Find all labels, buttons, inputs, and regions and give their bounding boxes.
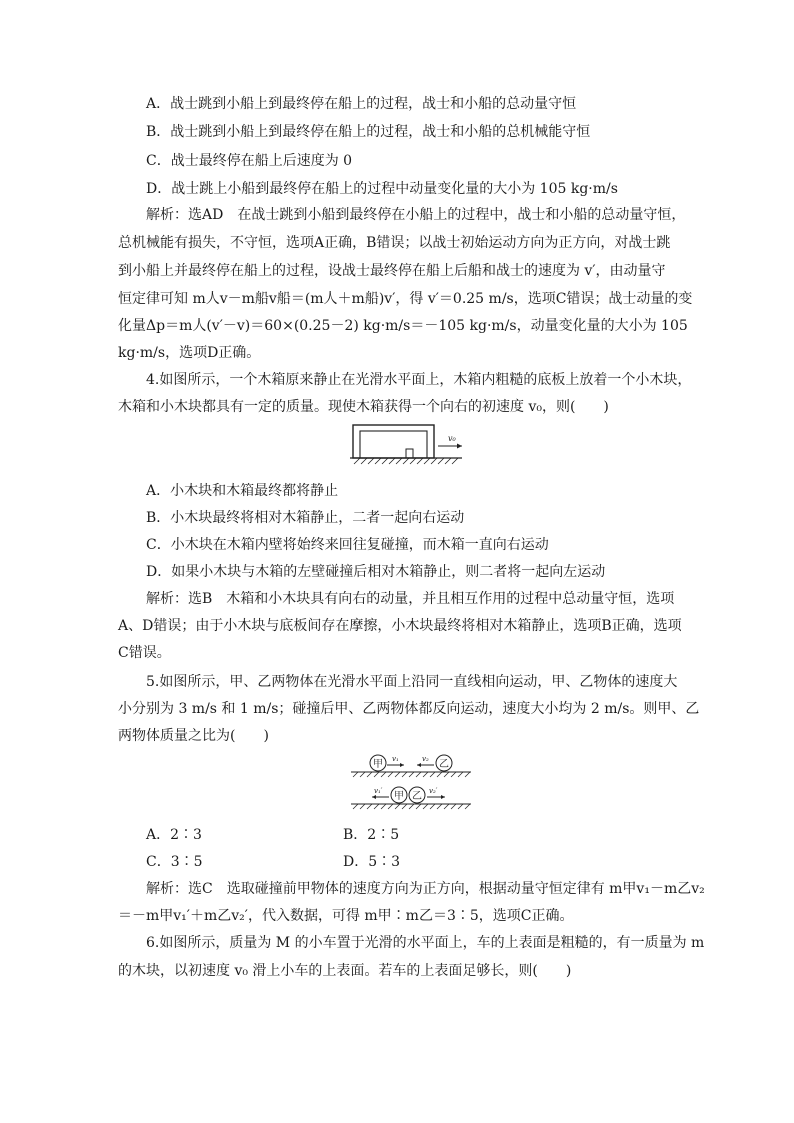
q4-option-b: B．小木块最终将相对木箱静止，二者一起向右运动 — [146, 510, 465, 526]
q5-stem-line: 两物体质量之比为( ) — [118, 728, 269, 744]
q5-option-b: B．2∶5 — [343, 827, 400, 843]
q5-option-c: C．3∶5 — [146, 854, 203, 870]
q4-analysis-line: C错误。 — [118, 645, 171, 661]
q3-option-a: A．战士跳到小船上到最终停在船上的过程，战士和小船的总动量守恒 — [146, 96, 577, 112]
yi-label-before: 乙 — [439, 759, 449, 770]
q5-analysis-line: 解析：选C 选取碰撞前甲物体的速度方向为正方向，根据动量守恒定律有 m甲v₁－m乙v₂ — [146, 881, 705, 897]
q3-analysis-line: kg·m/s，选项D正确。 — [118, 345, 261, 361]
v2-label: v₂ — [422, 755, 429, 763]
q4-option-c: C．小木块在木箱内壁将始终来回往复碰撞，而木箱一直向右运动 — [146, 537, 549, 553]
q3-option-c: C．战士最终停在船上后速度为 0 — [146, 153, 353, 169]
q4-stem-line: 4.如图所示，一个木箱原来静止在光滑水平面上，木箱内粗糙的底板上放着一个小木块， — [146, 372, 692, 388]
q3-analysis-line: 恒定律可知 m人v－m船v船＝(m人＋m船)v′，得 v′＝0.25 m/s，选项C错误；战士动量的变 — [118, 291, 693, 307]
q3-option-d: D．战士跳上小船到最终停在船上的过程中动量变化量的大小为 105 kg·m/s — [146, 181, 618, 197]
q5-stem-line: 5.如图所示，甲、乙两物体在光滑水平面上沿同一直线相向运动，甲、乙物体的速度大 — [146, 674, 678, 690]
q4-option-a: A．小木块和木箱最终都将静止 — [146, 483, 339, 499]
v1-prime-label: v₁′ — [374, 787, 383, 795]
q6-stem-line: 的木块，以初速度 v₀ 滑上小车的上表面。若车的上表面足够长，则( ) — [118, 963, 572, 979]
jia-label-before: 甲 — [373, 759, 383, 770]
collision-figure — [349, 752, 473, 812]
q3-analysis-line: 总机械能有损失，不守恒，选项A正确，B错误；以战士初始运动方向为正方向，对战士跳 — [118, 235, 671, 251]
q6-stem-line: 6.如图所示，质量为 M 的小车置于光滑的水平面上，车的上表面是粗糙的，有一质量为 m — [146, 935, 705, 951]
v2-prime-label: v₂′ — [429, 787, 438, 795]
q5-analysis-line: ＝－m甲v₁′＋m乙v₂′，代入数据，可得 m甲∶m乙＝3∶5，选项C正确。 — [118, 908, 574, 924]
q4-analysis-line: A、D错误；由于小木块与底板间存在摩擦，小木块最终将相对木箱静止，选项B正确，选项 — [118, 618, 682, 634]
yi-label-after: 乙 — [412, 791, 422, 802]
q5-stem-line: 小分别为 3 m/s 和 1 m/s；碰撞后甲、乙两物体都反向运动，速度大小均为 2 m/s。则甲、乙 — [118, 701, 700, 717]
q4-analysis-line: 解析：选B 木箱和小木块具有向右的动量，并且相互作用的过程中总动量守恒，选项 — [146, 591, 675, 607]
q3-analysis-line: 解析：选AD 在战士跳到小船到最终停在小船上的过程中，战士和小船的总动量守恒， — [146, 207, 686, 223]
q4-option-d: D．如果小木块与木箱的左壁碰撞后相对木箱静止，则二者将一起向左运动 — [146, 564, 606, 580]
box-on-floor-figure — [350, 424, 470, 470]
q3-option-b: B．战士跳到小船上到最终停在船上的过程，战士和小船的总机械能守恒 — [146, 124, 591, 140]
q4-stem-line: 木箱和小木块都具有一定的质量。现使木箱获得一个向右的初速度 v₀，则( ) — [118, 399, 609, 415]
v0-label: v₀ — [448, 434, 456, 443]
q5-option-a: A．2∶3 — [146, 827, 202, 843]
v1-label: v₁ — [392, 755, 399, 763]
jia-label-after: 甲 — [394, 791, 404, 802]
q3-analysis-line: 化量Δp＝m人(v′－v)＝60×(0.25－2) kg·m/s＝－105 kg·m/s，动量变化量的大小为 105 — [118, 318, 688, 334]
q3-analysis-line: 到小船上并最终停在船上的过程，设战士最终停在船上后船和战士的速度为 v′，由动量守 — [118, 263, 666, 279]
q5-option-d: D．5∶3 — [343, 854, 401, 870]
